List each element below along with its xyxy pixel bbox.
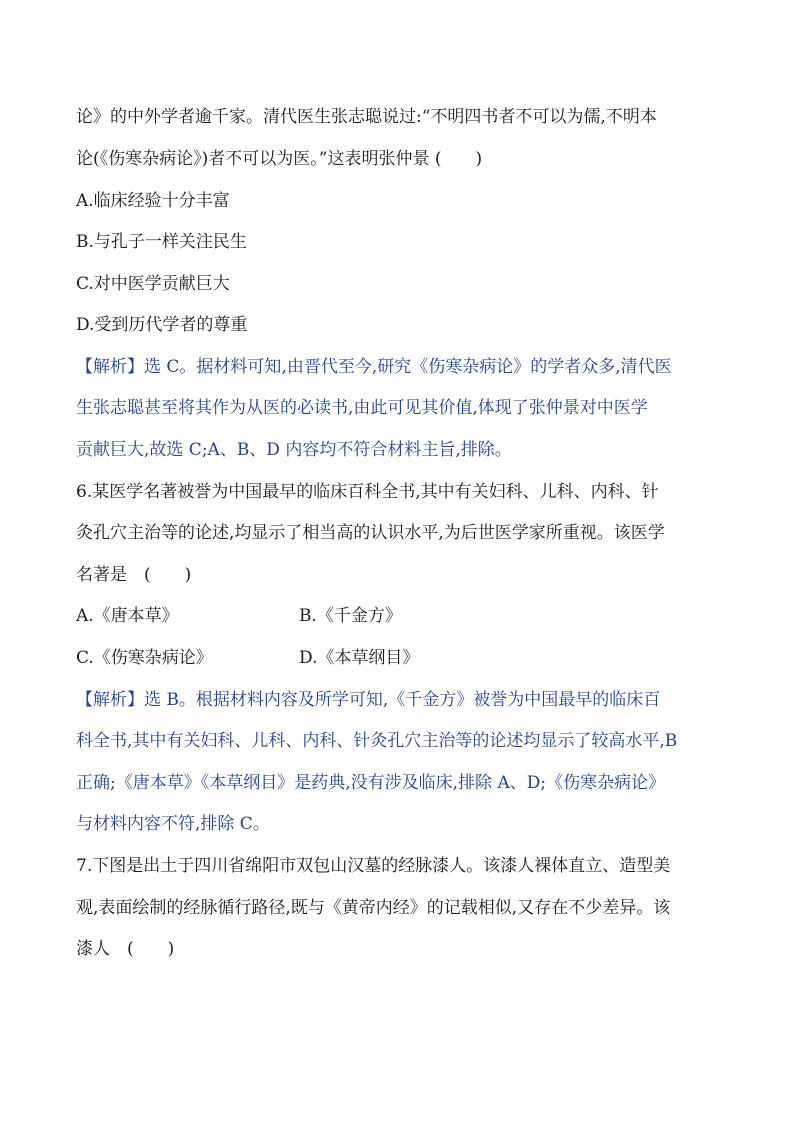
q5-analysis-line-1: 【解析】选 C。据材料可知,由晋代至今,研究《伤寒杂病论》的学者众多,清代医 xyxy=(76,357,672,377)
q5-stem-line-1: 论》的中外学者逾千家。清代医生张志聪说过:“不明四书者不可以为儒,不明本 xyxy=(76,107,657,127)
q6-option-b: B.《千金方》 xyxy=(299,606,402,626)
q6-stem-line-3: 名著是 ( ) xyxy=(76,565,192,585)
q5-option-d: D.受到历代学者的尊重 xyxy=(76,315,248,335)
q7-stem-line-2: 观,表面绘制的经脉循行路径,既与《黄帝内经》的记载相似,又存在不少差异。该 xyxy=(76,898,671,918)
q6-option-d: D.《本草纲目》 xyxy=(299,648,420,668)
q5-stem-line-2: 论(《伤寒杂病论》)者不可以为医。”这表明张仲景 ( ) xyxy=(76,149,483,169)
q5-option-c: C.对中医学贡献巨大 xyxy=(76,274,230,294)
q5-analysis-line-3: 贡献巨大,故选 C;A、B、D 内容均不符合材料主旨,排除。 xyxy=(76,440,512,460)
q6-option-a: A.《唐本草》 xyxy=(76,606,179,626)
q6-analysis-line-3: 正确;《唐本草》《本草纲目》是药典,没有涉及临床,排除 A、D;《伤寒杂病论》 xyxy=(76,773,666,793)
q5-option-a: A.临床经验十分丰富 xyxy=(76,191,230,211)
q6-analysis-line-1: 【解析】选 B。根据材料内容及所学可知,《千金方》被誉为中国最早的临床百 xyxy=(76,690,661,710)
q7-stem-line-3: 漆人 ( ) xyxy=(76,939,175,959)
q6-stem-line-2: 灸孔穴主治等的论述,均显示了相当高的认识水平,为后世医学家所重视。该医学 xyxy=(76,523,665,543)
q6-option-c: C.《伤寒杂病论》 xyxy=(76,648,213,668)
q5-analysis-line-2: 生张志聪甚至将其作为从医的必读书,由此可见其价值,体现了张仲景对中医学 xyxy=(76,398,648,418)
q5-option-b: B.与孔子一样关注民生 xyxy=(76,232,247,252)
q6-analysis-line-4: 与材料内容不符,排除 C。 xyxy=(76,814,270,834)
q6-analysis-line-2: 科全书,其中有关妇科、儿科、内科、针灸孔穴主治等的论述均显示了较高水平,B xyxy=(76,731,678,751)
q6-stem-line-1: 6.某医学名著被誉为中国最早的临床百科全书,其中有关妇科、儿科、内科、针 xyxy=(76,482,659,502)
q7-stem-line-1: 7.下图是出土于四川省绵阳市双包山汉墓的经脉漆人。该漆人裸体直立、造型美 xyxy=(76,856,671,876)
